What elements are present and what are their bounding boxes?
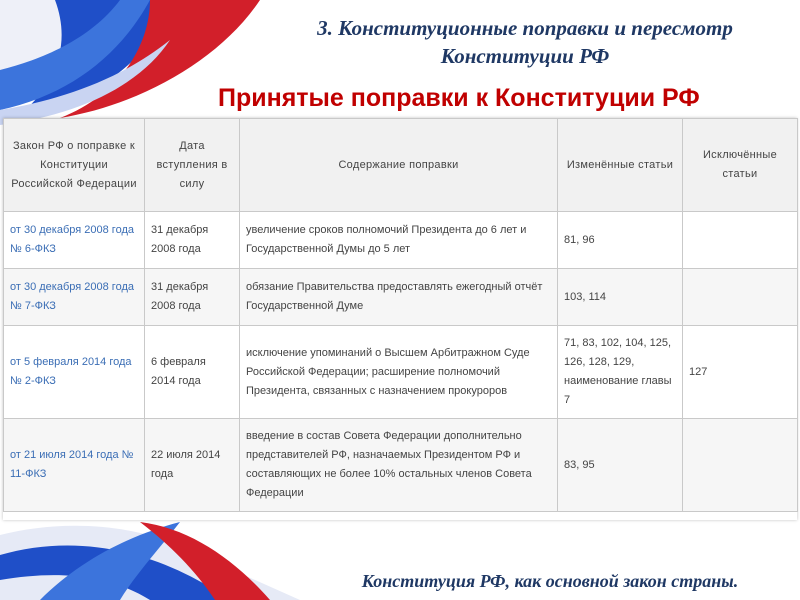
cell-law[interactable]: от 5 февраля 2014 года № 2-ФКЗ — [4, 326, 145, 419]
cell-excluded — [683, 269, 798, 326]
table-row — [4, 419, 798, 512]
table-header-row — [4, 119, 798, 212]
cell-changed: 81, 96 — [558, 212, 683, 269]
cell-excluded — [683, 419, 798, 512]
cell-date: 6 февраля 2014 года — [145, 326, 240, 419]
cell-excluded — [683, 212, 798, 269]
cell-law[interactable]: от 30 декабря 2008 года № 7-ФКЗ — [4, 269, 145, 326]
cell-content: увеличение сроков полномочий Президента до 6 лет и Государственной Думы до 5 лет — [240, 212, 558, 269]
cell-law[interactable]: от 21 июля 2014 года № 11-ФКЗ — [4, 419, 145, 512]
cell-changed: 83, 95 — [558, 419, 683, 512]
slide-subtitle: Принятые поправки к Конституции РФ — [218, 84, 700, 112]
table-row — [4, 212, 798, 269]
cell-changed: 103, 114 — [558, 269, 683, 326]
cell-law[interactable]: от 30 декабря 2008 года № 6-ФКЗ — [4, 212, 145, 269]
header-changed: Изменённые статьи — [558, 119, 683, 212]
slide-title-line1: 3. Конституционные поправки и пересмотр — [317, 16, 733, 40]
cell-excluded: 127 — [683, 326, 798, 419]
amendments-table-container — [3, 118, 797, 520]
amendments-table — [3, 118, 798, 512]
header-excluded: Исключённые статьи — [683, 119, 798, 212]
slide-title-line2: Конституции РФ — [440, 44, 610, 68]
slide-title — [250, 14, 800, 70]
slide-footer: Конституция РФ, как основной закон страны. — [361, 571, 739, 591]
cell-changed: 71, 83, 102, 104, 125, 126, 128, 129, наименование главы 7 — [558, 326, 683, 419]
cell-date: 22 июля 2014 года — [145, 419, 240, 512]
cell-content: исключение упоминаний о Высшем Арбитражном Суде Российской Федерации; расширение полномочий Президента, связанных с назначением прокуроров — [240, 326, 558, 419]
table-row — [4, 326, 798, 419]
header-content: Содержание поправки — [240, 119, 558, 212]
cell-content: введение в состав Совета Федерации дополнительно представителей РФ, назначаемых Президентом РФ и составляющих не более 10% остальных членов Совета Федерации — [240, 419, 558, 512]
cell-date: 31 декабря 2008 года — [145, 212, 240, 269]
cell-content: обязание Правительства предоставлять ежегодный отчёт Государственной Думе — [240, 269, 558, 326]
header-law: Закон РФ о поправке к Конституции Российской Федерации — [4, 119, 145, 212]
header-date: Дата вступления в силу — [145, 119, 240, 212]
cell-date: 31 декабря 2008 года — [145, 269, 240, 326]
table-row — [4, 269, 798, 326]
